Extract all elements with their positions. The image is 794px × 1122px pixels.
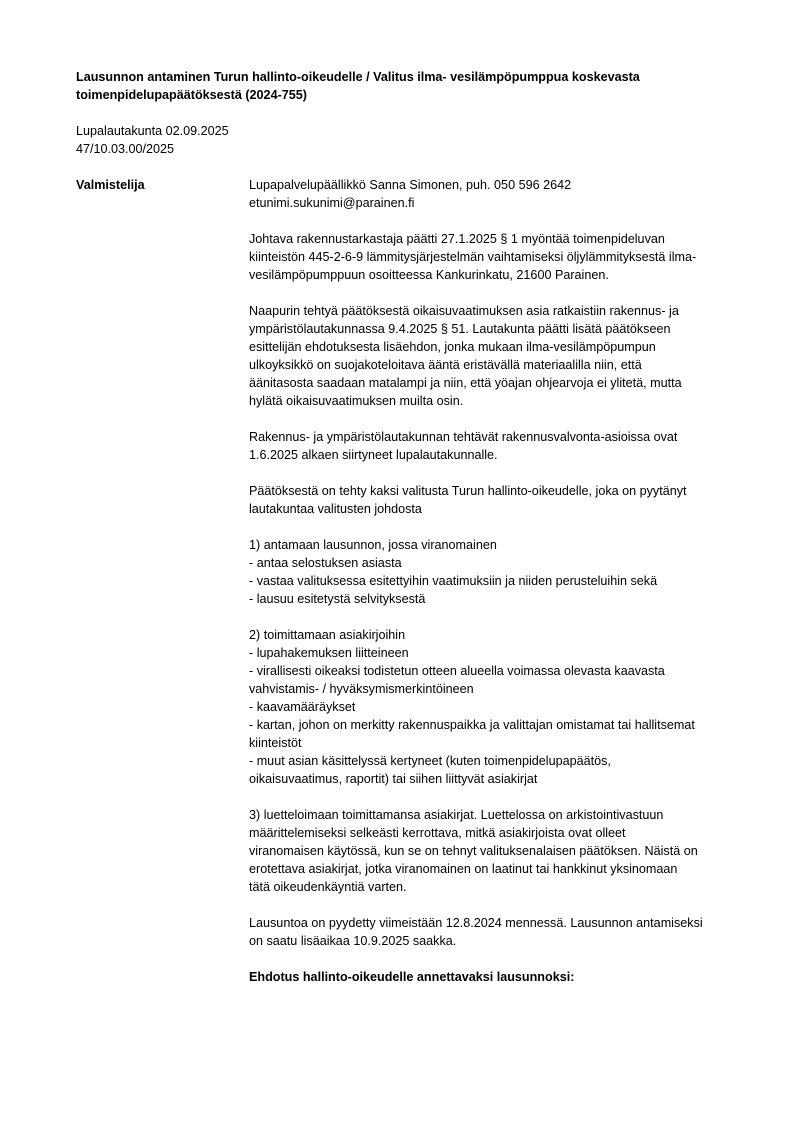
- title-line: toimenpidelupapäätöksestä (2024-755): [76, 88, 307, 102]
- text-line: ympäristölautakunnassa 9.4.2025 § 51. Lautakunta päätti lisätä päätökseen: [249, 322, 671, 336]
- text-line: kiinteistöt: [249, 736, 302, 750]
- document-body: [249, 176, 744, 1004]
- text-line: on saatu lisäaikaa 10.9.2025 saakka.: [249, 934, 457, 948]
- text-line: oikaisuvaatimus, raportit) tai siihen liittyvät asiakirjat: [249, 772, 538, 786]
- text-line: 3) luetteloimaan toimittamansa asiakirjat. Luettelossa on arkistointivastuun: [249, 808, 664, 822]
- title-line: Lausunnon antaminen Turun hallinto-oikeudelle / Valitus ilma- vesilämpöpumppua koskevasta: [76, 70, 640, 84]
- list-item-statement: [249, 536, 744, 608]
- email-line: etunimi.sukunimi@parainen.fi: [249, 196, 415, 210]
- paragraph-rectification: [249, 302, 744, 410]
- text-line: Johtava rakennustarkastaja päätti 27.1.2025 § 1 myöntää toimenpideluvan: [249, 232, 665, 246]
- text-line: määrittelemiseksi selkeästi kerrottava, mitkä asiakirjoista ovat olleet: [249, 826, 626, 840]
- text-line: - kaavamääräykset: [249, 700, 356, 714]
- list-item-documents: [249, 626, 744, 788]
- list-item-catalogue: [249, 806, 744, 896]
- paragraph-transfer: [249, 428, 744, 464]
- paragraph-permit-decision: [249, 230, 744, 284]
- text-line: äänitasosta saadaan matalampi ja niin, että yöajan ohjearvoja ei ylitetä, mutta: [249, 376, 682, 390]
- text-line: - kartan, johon on merkitty rakennuspaikka ja valittajan omistamat tai hallitsemat: [249, 718, 695, 732]
- text-line: kiinteistön 445-2-6-9 lämmitysjärjestelmän vaihtamiseksi öljylämmityksestä ilma-: [249, 250, 697, 264]
- meeting-body-date: Lupalautakunta 02.09.2025: [76, 124, 229, 138]
- paragraph-appeals: [249, 482, 744, 518]
- document-title: [76, 68, 736, 104]
- text-line: - muut asian käsittelyssä kertyneet (kuten toimenpidelupapäätös,: [249, 754, 611, 768]
- text-line: Naapurin tehtyä päätöksestä oikaisuvaatimuksen asia ratkaistiin rakennus- ja: [249, 304, 679, 318]
- text-line: esittelijän ehdotuksesta lisäehdon, jonka mukaan ilma-vesilämpöpumpun: [249, 340, 656, 354]
- text-line: - lupahakemuksen liitteineen: [249, 646, 409, 660]
- text-line: - virallisesti oikeaksi todistetun otteen alueella voimassa olevasta kaavasta: [249, 664, 665, 678]
- text-line: - antaa selostuksen asiasta: [249, 556, 402, 570]
- text-line: Päätöksestä on tehty kaksi valitusta Turun hallinto-oikeudelle, joka on pyytänyt: [249, 484, 687, 498]
- text-line: 1) antamaan lausunnon, jossa viranomainen: [249, 538, 497, 552]
- text-line: - lausuu esitetystä selvityksestä: [249, 592, 426, 606]
- text-line: lautakuntaa valitusten johdosta: [249, 502, 422, 516]
- paragraph-deadline: [249, 914, 744, 950]
- text-line: vesilämpöpumppuun osoitteessa Kankurinkatu, 21600 Parainen.: [249, 268, 609, 282]
- text-line: - vastaa valituksessa esitettyihin vaatimuksiin ja niiden perusteluihin sekä: [249, 574, 658, 588]
- preparer-label: Valmistelija: [76, 178, 145, 192]
- text-line: Lupapalvelupäällikkö Sanna Simonen, puh. 050 596 2642: [249, 178, 572, 192]
- text-line: viranomaisen käytössä, kun se on tehnyt valituksenalaisen päätöksen. Näistä on: [249, 844, 698, 858]
- text-line: Rakennus- ja ympäristölautakunnan tehtävät rakennusvalvonta-asioissa ovat: [249, 430, 678, 444]
- text-line: tätä oikeudenkäyntiä varten.: [249, 880, 407, 894]
- preparer-contact: [249, 176, 744, 212]
- text-line: Lausuntoa on pyydetty viimeistään 12.8.2024 mennessä. Lausunnon antamiseksi: [249, 916, 703, 930]
- text-line: 1.6.2025 alkaen siirtyneet lupalautakunnalle.: [249, 448, 498, 462]
- text-line: hylätä oikaisuvaatimuksen muilta osin.: [249, 394, 464, 408]
- text-line: ulkoyksikkö on suojakoteloitava ääntä eristävällä materiaalilla niin, että: [249, 358, 642, 372]
- text-line: 2) toimittamaan asiakirjoihin: [249, 628, 406, 642]
- text-line: erotettava asiakirjat, jotka viranomainen on laatinut tai hankkinut yksinomaan: [249, 862, 678, 876]
- case-number: 47/10.03.00/2025: [76, 142, 175, 156]
- text-line: vahvistamis- / hyväksymismerkintöineen: [249, 682, 474, 696]
- meeting-info: [76, 122, 376, 158]
- proposal-heading: Ehdotus hallinto-oikeudelle annettavaksi lausunnoksi:: [249, 970, 575, 984]
